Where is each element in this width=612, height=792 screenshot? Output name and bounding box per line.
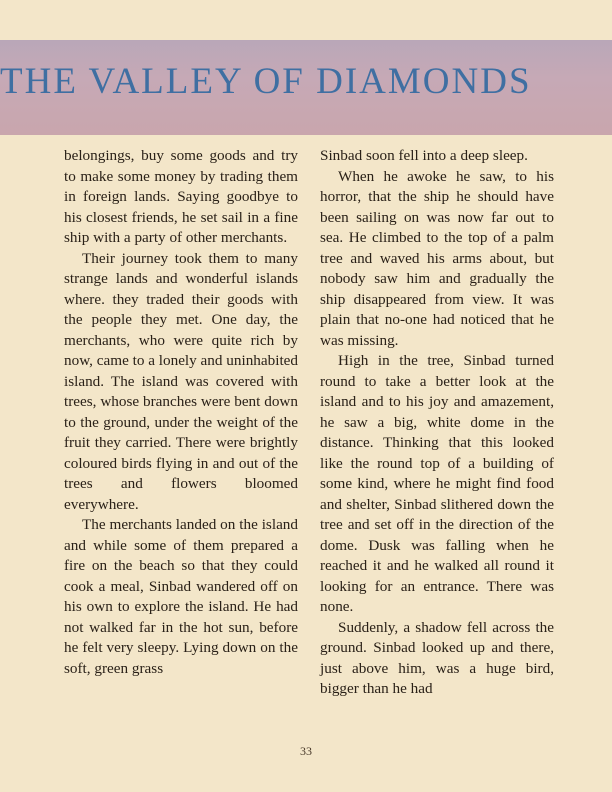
paragraph: When he awoke he saw, to his horror, that the ship he should have been sailing on was now far out to sea. He climbed to the top of a palm tree and waved his arms about, but nobody saw him and gradually the ship disappeared from view. It was plain that no-one had noticed that he was missing. — [320, 167, 554, 349]
right-column — [320, 146, 554, 700]
page-title: THE VALLEY OF DIAMONDS — [0, 61, 532, 102]
paragraph: High in the tree, Sinbad turned round to take a better look at the island and to his joy and amazement, he saw a big, white dome in the distance. Thinking that this looked like the round top of a building of some kind, where he might find food and shelter, Sinbad slithered down the tree and set off in the direction of the dome. Dusk was falling when he reached it and he walked all round it looking for an entrance. There was none. — [320, 352, 554, 615]
left-column — [64, 146, 298, 679]
paragraph: Sinbad soon fell into a deep sleep. — [320, 147, 528, 164]
paragraph: The merchants landed on the island and while some of them prepared a fire on the beach so that they could cook a meal, Sinbad wandered off on his own to explore the island. He had not walked far in the hot sun, before he felt very sleepy. Lying down on the soft, green grass — [64, 516, 298, 677]
paragraph: belongings, buy some goods and try to make some money by trading them in foreign lands. Saying goodbye to his closest friends, he set sail in a fine ship with a party of other merchants. — [64, 147, 298, 246]
paragraph: Their journey took them to many strange lands and wonderful islands where. they traded their goods with the people they met. One day, the merchants, who were quite rich by now, came to a lonely and uninhabited island. The island was covered with trees, whose branches were bent down to the ground, under the weight of the fruit they carried. There were brightly coloured birds flying in and out of the trees and flowers bloomed everywhere. — [64, 249, 298, 513]
page-number: 33 — [300, 744, 312, 758]
paragraph: Suddenly, a shadow fell across the ground. Sinbad looked up and there, just above him, was a huge bird, bigger than he had — [320, 618, 554, 697]
